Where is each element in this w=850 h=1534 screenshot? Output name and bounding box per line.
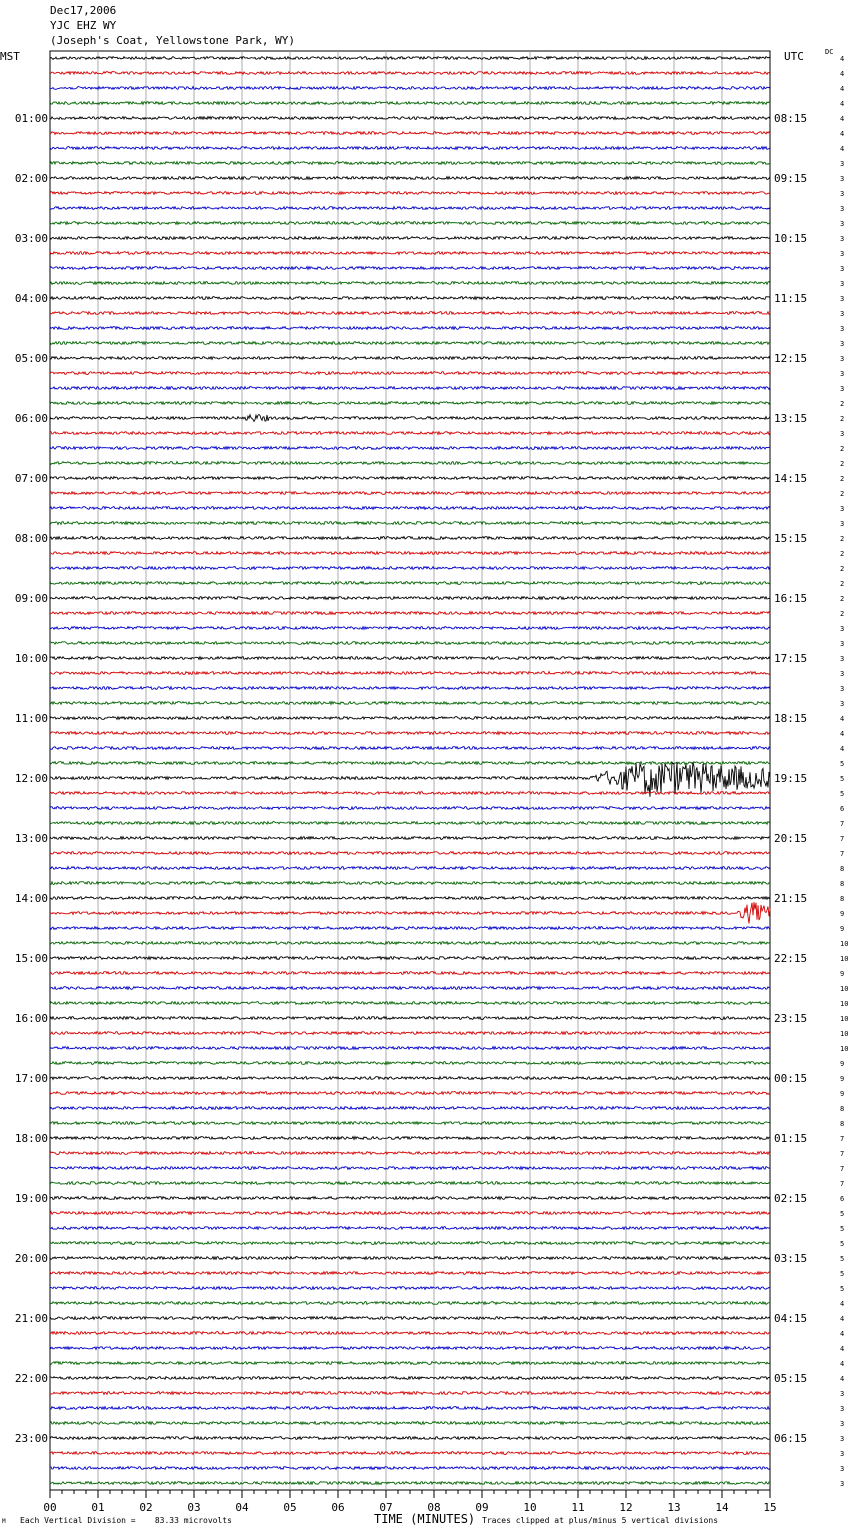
trace-6 (50, 147, 770, 150)
dc-offset-label: 10 (840, 1030, 849, 1038)
left-hour-label: 10:00 (14, 652, 48, 665)
dc-offset-label: 8 (840, 1120, 845, 1128)
left-hour-label: 22:00 (14, 1372, 48, 1385)
dc-offset-label: 4 (840, 70, 845, 78)
left-hour-label: 16:00 (14, 1012, 48, 1025)
trace-49 (50, 792, 770, 795)
dc-offset-label: 3 (840, 520, 845, 528)
right-hour-label: 20:15 (774, 832, 808, 845)
trace-29 (50, 492, 770, 495)
trace-26 (50, 447, 770, 450)
dc-offset-label: 4 (840, 115, 845, 123)
dc-offset-label: 4 (840, 745, 845, 753)
trace-53 (50, 852, 770, 855)
location-label: (Joseph's Coat, Yellowstone Park, WY) (50, 34, 296, 47)
dc-offset-label: 4 (840, 1345, 845, 1353)
dc-offset-label: 8 (840, 880, 845, 888)
trace-57 (50, 902, 770, 923)
trace-48 (50, 762, 770, 797)
trace-1 (50, 72, 770, 75)
right-hour-label: 02:15 (774, 1192, 808, 1205)
dc-offset-label: 5 (840, 1240, 845, 1248)
trace-38 (50, 627, 770, 630)
trace-62 (50, 987, 770, 990)
dc-offset-label: 2 (840, 550, 845, 558)
x-tick-label: 02 (139, 1501, 153, 1514)
trace-51 (50, 822, 770, 825)
dc-offset-label: 3 (840, 280, 845, 288)
trace-7 (50, 162, 770, 165)
trace-12 (50, 237, 770, 240)
right-hour-label: 01:15 (774, 1132, 808, 1145)
x-tick-label: 08 (427, 1501, 441, 1514)
dc-offset-label: 8 (840, 865, 845, 873)
dc-offset-label: 3 (840, 655, 845, 663)
dc-offset-label: 2 (840, 400, 845, 408)
trace-93 (50, 1452, 770, 1455)
trace-95 (50, 1482, 770, 1485)
trace-0 (50, 57, 770, 60)
dc-offset-label: 3 (840, 1480, 845, 1488)
trace-67 (50, 1062, 770, 1065)
trace-60 (50, 957, 770, 960)
x-tick-label: 13 (667, 1501, 681, 1514)
trace-33 (50, 552, 770, 555)
trace-58 (50, 927, 770, 930)
dc-offset-label: 7 (840, 1150, 845, 1158)
trace-25 (50, 432, 770, 435)
trace-84 (50, 1317, 770, 1320)
left-hour-label: 04:00 (14, 292, 48, 305)
trace-86 (50, 1347, 770, 1350)
dc-offset-label: 2 (840, 460, 845, 468)
dc-offset-label: 3 (840, 190, 845, 198)
x-axis-title: TIME (MINUTES) (374, 1512, 476, 1526)
left-hour-label: 21:00 (14, 1312, 48, 1325)
trace-68 (50, 1077, 770, 1080)
trace-30 (50, 507, 770, 510)
dc-offset-label: 7 (840, 1180, 845, 1188)
right-hour-label: 21:15 (774, 892, 808, 905)
left-hour-label: 18:00 (14, 1132, 48, 1145)
dc-offset-label: 3 (840, 310, 845, 318)
right-hour-label: 19:15 (774, 772, 808, 785)
dc-offset-label: 2 (840, 595, 845, 603)
dc-offset-label: 9 (840, 970, 845, 978)
trace-46 (50, 747, 770, 750)
trace-82 (50, 1287, 770, 1290)
dc-offset-label: 5 (840, 1285, 845, 1293)
trace-11 (50, 222, 770, 225)
dc-offset-label: 2 (840, 475, 845, 483)
dc-offset-label: 3 (840, 700, 845, 708)
left-hour-label: 07:00 (14, 472, 48, 485)
trace-85 (50, 1332, 770, 1335)
left-hour-label: 01:00 (14, 112, 48, 125)
trace-55 (50, 882, 770, 885)
trace-78 (50, 1227, 770, 1230)
right-hour-label: 05:15 (774, 1372, 808, 1385)
right-hour-label: 12:15 (774, 352, 808, 365)
left-hour-label: 15:00 (14, 952, 48, 965)
right-hour-label: 00:15 (774, 1072, 808, 1085)
dc-offset-label: 5 (840, 760, 845, 768)
dc-offset-label: 3 (840, 205, 845, 213)
dc-offset-label: 3 (840, 685, 845, 693)
dc-offset-label: 4 (840, 1315, 845, 1323)
dc-offset-label: 8 (840, 895, 845, 903)
trace-65 (50, 1032, 770, 1035)
trace-40 (50, 657, 770, 660)
dc-offset-label: 4 (840, 55, 845, 63)
trace-88 (50, 1377, 770, 1380)
x-tick-label: 03 (187, 1501, 201, 1514)
dc-offset-label: 3 (840, 160, 845, 168)
left-hour-label: 17:00 (14, 1072, 48, 1085)
trace-9 (50, 192, 770, 195)
dc-offset-label: 3 (840, 670, 845, 678)
utc-label: UTC (784, 50, 804, 63)
dc-offset-label: 2 (840, 445, 845, 453)
trace-92 (50, 1437, 770, 1440)
dc-offset-label: 4 (840, 130, 845, 138)
dc-offset-label: 3 (840, 220, 845, 228)
left-hour-label: 02:00 (14, 172, 48, 185)
trace-21 (50, 372, 770, 375)
dc-offset-label: 3 (840, 175, 845, 183)
dc-offset-label: 3 (840, 340, 845, 348)
dc-offset-label: 3 (840, 265, 845, 273)
dc-offset-label: 2 (840, 565, 845, 573)
dc-offset-label: 10 (840, 985, 849, 993)
trace-61 (50, 972, 770, 975)
x-tick-label: 12 (619, 1501, 633, 1514)
trace-71 (50, 1122, 770, 1125)
trace-35 (50, 582, 770, 585)
trace-87 (50, 1362, 770, 1365)
dc-offset-label: 4 (840, 730, 845, 738)
dc-offset-label: 4 (840, 1330, 845, 1338)
dc-offset-label: 5 (840, 775, 845, 783)
trace-66 (50, 1047, 770, 1050)
trace-23 (50, 402, 770, 405)
trace-56 (50, 897, 770, 900)
trace-16 (50, 297, 770, 300)
trace-63 (50, 1002, 770, 1005)
x-tick-label: 06 (331, 1501, 345, 1514)
dc-offset-label: 7 (840, 835, 845, 843)
dc-offset-label: 3 (840, 640, 845, 648)
dc-label: DC (825, 48, 834, 56)
trace-4 (50, 117, 770, 120)
right-hour-label: 09:15 (774, 172, 808, 185)
right-hour-label: 10:15 (774, 232, 808, 245)
right-hour-label: 22:15 (774, 952, 808, 965)
dc-offset-label: 3 (840, 625, 845, 633)
dc-offset-label: 6 (840, 1195, 845, 1203)
trace-36 (50, 597, 770, 600)
trace-70 (50, 1107, 770, 1110)
trace-59 (50, 942, 770, 945)
trace-94 (50, 1467, 770, 1470)
trace-52 (50, 837, 770, 840)
right-hour-label: 11:15 (774, 292, 808, 305)
dc-offset-label: 2 (840, 535, 845, 543)
dc-offset-label: 3 (840, 1405, 845, 1413)
scale-note: Each Vertical Division = 83.33 microvolts (20, 1516, 232, 1525)
right-hour-label: 14:15 (774, 472, 808, 485)
dc-offset-label: 5 (840, 1270, 845, 1278)
left-hour-label: 06:00 (14, 412, 48, 425)
dc-offset-label: 3 (840, 235, 845, 243)
trace-72 (50, 1137, 770, 1140)
right-hour-label: 08:15 (774, 112, 808, 125)
dc-offset-label: 10 (840, 955, 849, 963)
trace-69 (50, 1092, 770, 1095)
dc-offset-label: 9 (840, 925, 845, 933)
trace-8 (50, 177, 770, 180)
trace-31 (50, 522, 770, 525)
trace-15 (50, 282, 770, 285)
right-hour-label: 18:15 (774, 712, 808, 725)
trace-43 (50, 702, 770, 705)
trace-13 (50, 252, 770, 255)
dc-offset-label: 5 (840, 1255, 845, 1263)
right-hour-label: 04:15 (774, 1312, 808, 1325)
left-hour-label: 11:00 (14, 712, 48, 725)
dc-offset-label: 2 (840, 490, 845, 498)
dc-offset-label: 10 (840, 1015, 849, 1023)
dc-offset-label: 3 (840, 1390, 845, 1398)
station-label: YJC EHZ WY (50, 19, 117, 32)
trace-10 (50, 207, 770, 210)
trace-17 (50, 312, 770, 315)
left-hour-label: 19:00 (14, 1192, 48, 1205)
trace-75 (50, 1182, 770, 1185)
dc-offset-label: 3 (840, 1465, 845, 1473)
right-hour-label: 15:15 (774, 532, 808, 545)
right-hour-label: 03:15 (774, 1252, 808, 1265)
dc-offset-label: 7 (840, 850, 845, 858)
date-label: Dec17,2006 (50, 4, 117, 17)
trace-77 (50, 1212, 770, 1215)
dc-offset-label: 10 (840, 1000, 849, 1008)
trace-90 (50, 1407, 770, 1410)
x-tick-label: 14 (715, 1501, 729, 1514)
right-hour-label: 17:15 (774, 652, 808, 665)
right-hour-label: 23:15 (774, 1012, 808, 1025)
trace-14 (50, 267, 770, 270)
trace-64 (50, 1017, 770, 1020)
dc-offset-label: 4 (840, 1375, 845, 1383)
dc-offset-label: 9 (840, 1060, 845, 1068)
trace-79 (50, 1242, 770, 1245)
dc-offset-label: 4 (840, 100, 845, 108)
dc-offset-label: 2 (840, 580, 845, 588)
dc-offset-label: 4 (840, 85, 845, 93)
left-hour-label: 23:00 (14, 1432, 48, 1445)
left-hour-label: 05:00 (14, 352, 48, 365)
trace-22 (50, 387, 770, 390)
dc-offset-label: 3 (840, 355, 845, 363)
right-hour-label: 06:15 (774, 1432, 808, 1445)
x-tick-label: 10 (523, 1501, 537, 1514)
trace-28 (50, 477, 770, 480)
trace-74 (50, 1167, 770, 1170)
trace-19 (50, 342, 770, 345)
trace-34 (50, 567, 770, 570)
dc-offset-label: 5 (840, 790, 845, 798)
trace-89 (50, 1392, 770, 1395)
trace-3 (50, 102, 770, 105)
dc-offset-label: 2 (840, 415, 845, 423)
trace-24 (50, 415, 770, 422)
dc-offset-label: 9 (840, 1075, 845, 1083)
dc-offset-label: 6 (840, 805, 845, 813)
dc-offset-label: 7 (840, 1165, 845, 1173)
trace-81 (50, 1272, 770, 1275)
trace-39 (50, 642, 770, 645)
dc-offset-label: 2 (840, 610, 845, 618)
trace-27 (50, 462, 770, 465)
trace-20 (50, 357, 770, 360)
dc-offset-label: 4 (840, 715, 845, 723)
dc-offset-label: 3 (840, 295, 845, 303)
trace-73 (50, 1152, 770, 1155)
trace-80 (50, 1257, 770, 1260)
mst-label: MST (0, 50, 20, 63)
trace-18 (50, 327, 770, 330)
dc-offset-label: 7 (840, 820, 845, 828)
right-hour-label: 13:15 (774, 412, 808, 425)
dc-offset-label: 3 (840, 1450, 845, 1458)
x-tick-label: 09 (475, 1501, 489, 1514)
left-hour-label: 13:00 (14, 832, 48, 845)
x-tick-label: 05 (283, 1501, 297, 1514)
trace-32 (50, 537, 770, 540)
dc-offset-label: 4 (840, 145, 845, 153)
left-hour-label: 08:00 (14, 532, 48, 545)
dc-offset-label: 5 (840, 1210, 845, 1218)
x-tick-label: 15 (763, 1501, 777, 1514)
dc-offset-label: 9 (840, 910, 845, 918)
dc-offset-label: 7 (840, 1135, 845, 1143)
trace-41 (50, 672, 770, 675)
left-hour-label: 14:00 (14, 892, 48, 905)
left-hour-label: 03:00 (14, 232, 48, 245)
x-tick-label: 01 (91, 1501, 105, 1514)
trace-44 (50, 717, 770, 720)
dc-offset-label: 5 (840, 1225, 845, 1233)
trace-54 (50, 867, 770, 870)
trace-42 (50, 687, 770, 690)
dc-offset-label: 3 (840, 430, 845, 438)
left-hour-label: 09:00 (14, 592, 48, 605)
x-tick-label: 11 (571, 1501, 585, 1514)
corner-mark: M (2, 1518, 6, 1525)
left-hour-label: 20:00 (14, 1252, 48, 1265)
dc-offset-label: 10 (840, 940, 849, 948)
trace-50 (50, 807, 770, 810)
trace-2 (50, 87, 770, 90)
dc-offset-label: 9 (840, 1090, 845, 1098)
dc-offset-label: 3 (840, 1435, 845, 1443)
dc-offset-label: 10 (840, 1045, 849, 1053)
dc-offset-label: 8 (840, 1105, 845, 1113)
trace-37 (50, 612, 770, 615)
dc-offset-label: 4 (840, 1300, 845, 1308)
x-tick-label: 00 (43, 1501, 57, 1514)
right-hour-label: 16:15 (774, 592, 808, 605)
left-hour-label: 12:00 (14, 772, 48, 785)
dc-offset-label: 3 (840, 385, 845, 393)
clip-note: Traces clipped at plus/minus 5 vertical divisions (482, 1516, 719, 1525)
trace-83 (50, 1302, 770, 1305)
trace-45 (50, 732, 770, 735)
dc-offset-label: 3 (840, 370, 845, 378)
x-tick-label: 07 (379, 1501, 393, 1514)
trace-91 (50, 1422, 770, 1425)
dc-offset-label: 4 (840, 1360, 845, 1368)
dc-offset-label: 3 (840, 1420, 845, 1428)
trace-5 (50, 132, 770, 135)
x-tick-label: 04 (235, 1501, 249, 1514)
trace-76 (50, 1197, 770, 1200)
dc-offset-label: 3 (840, 250, 845, 258)
dc-offset-label: 3 (840, 505, 845, 513)
dc-offset-label: 3 (840, 325, 845, 333)
